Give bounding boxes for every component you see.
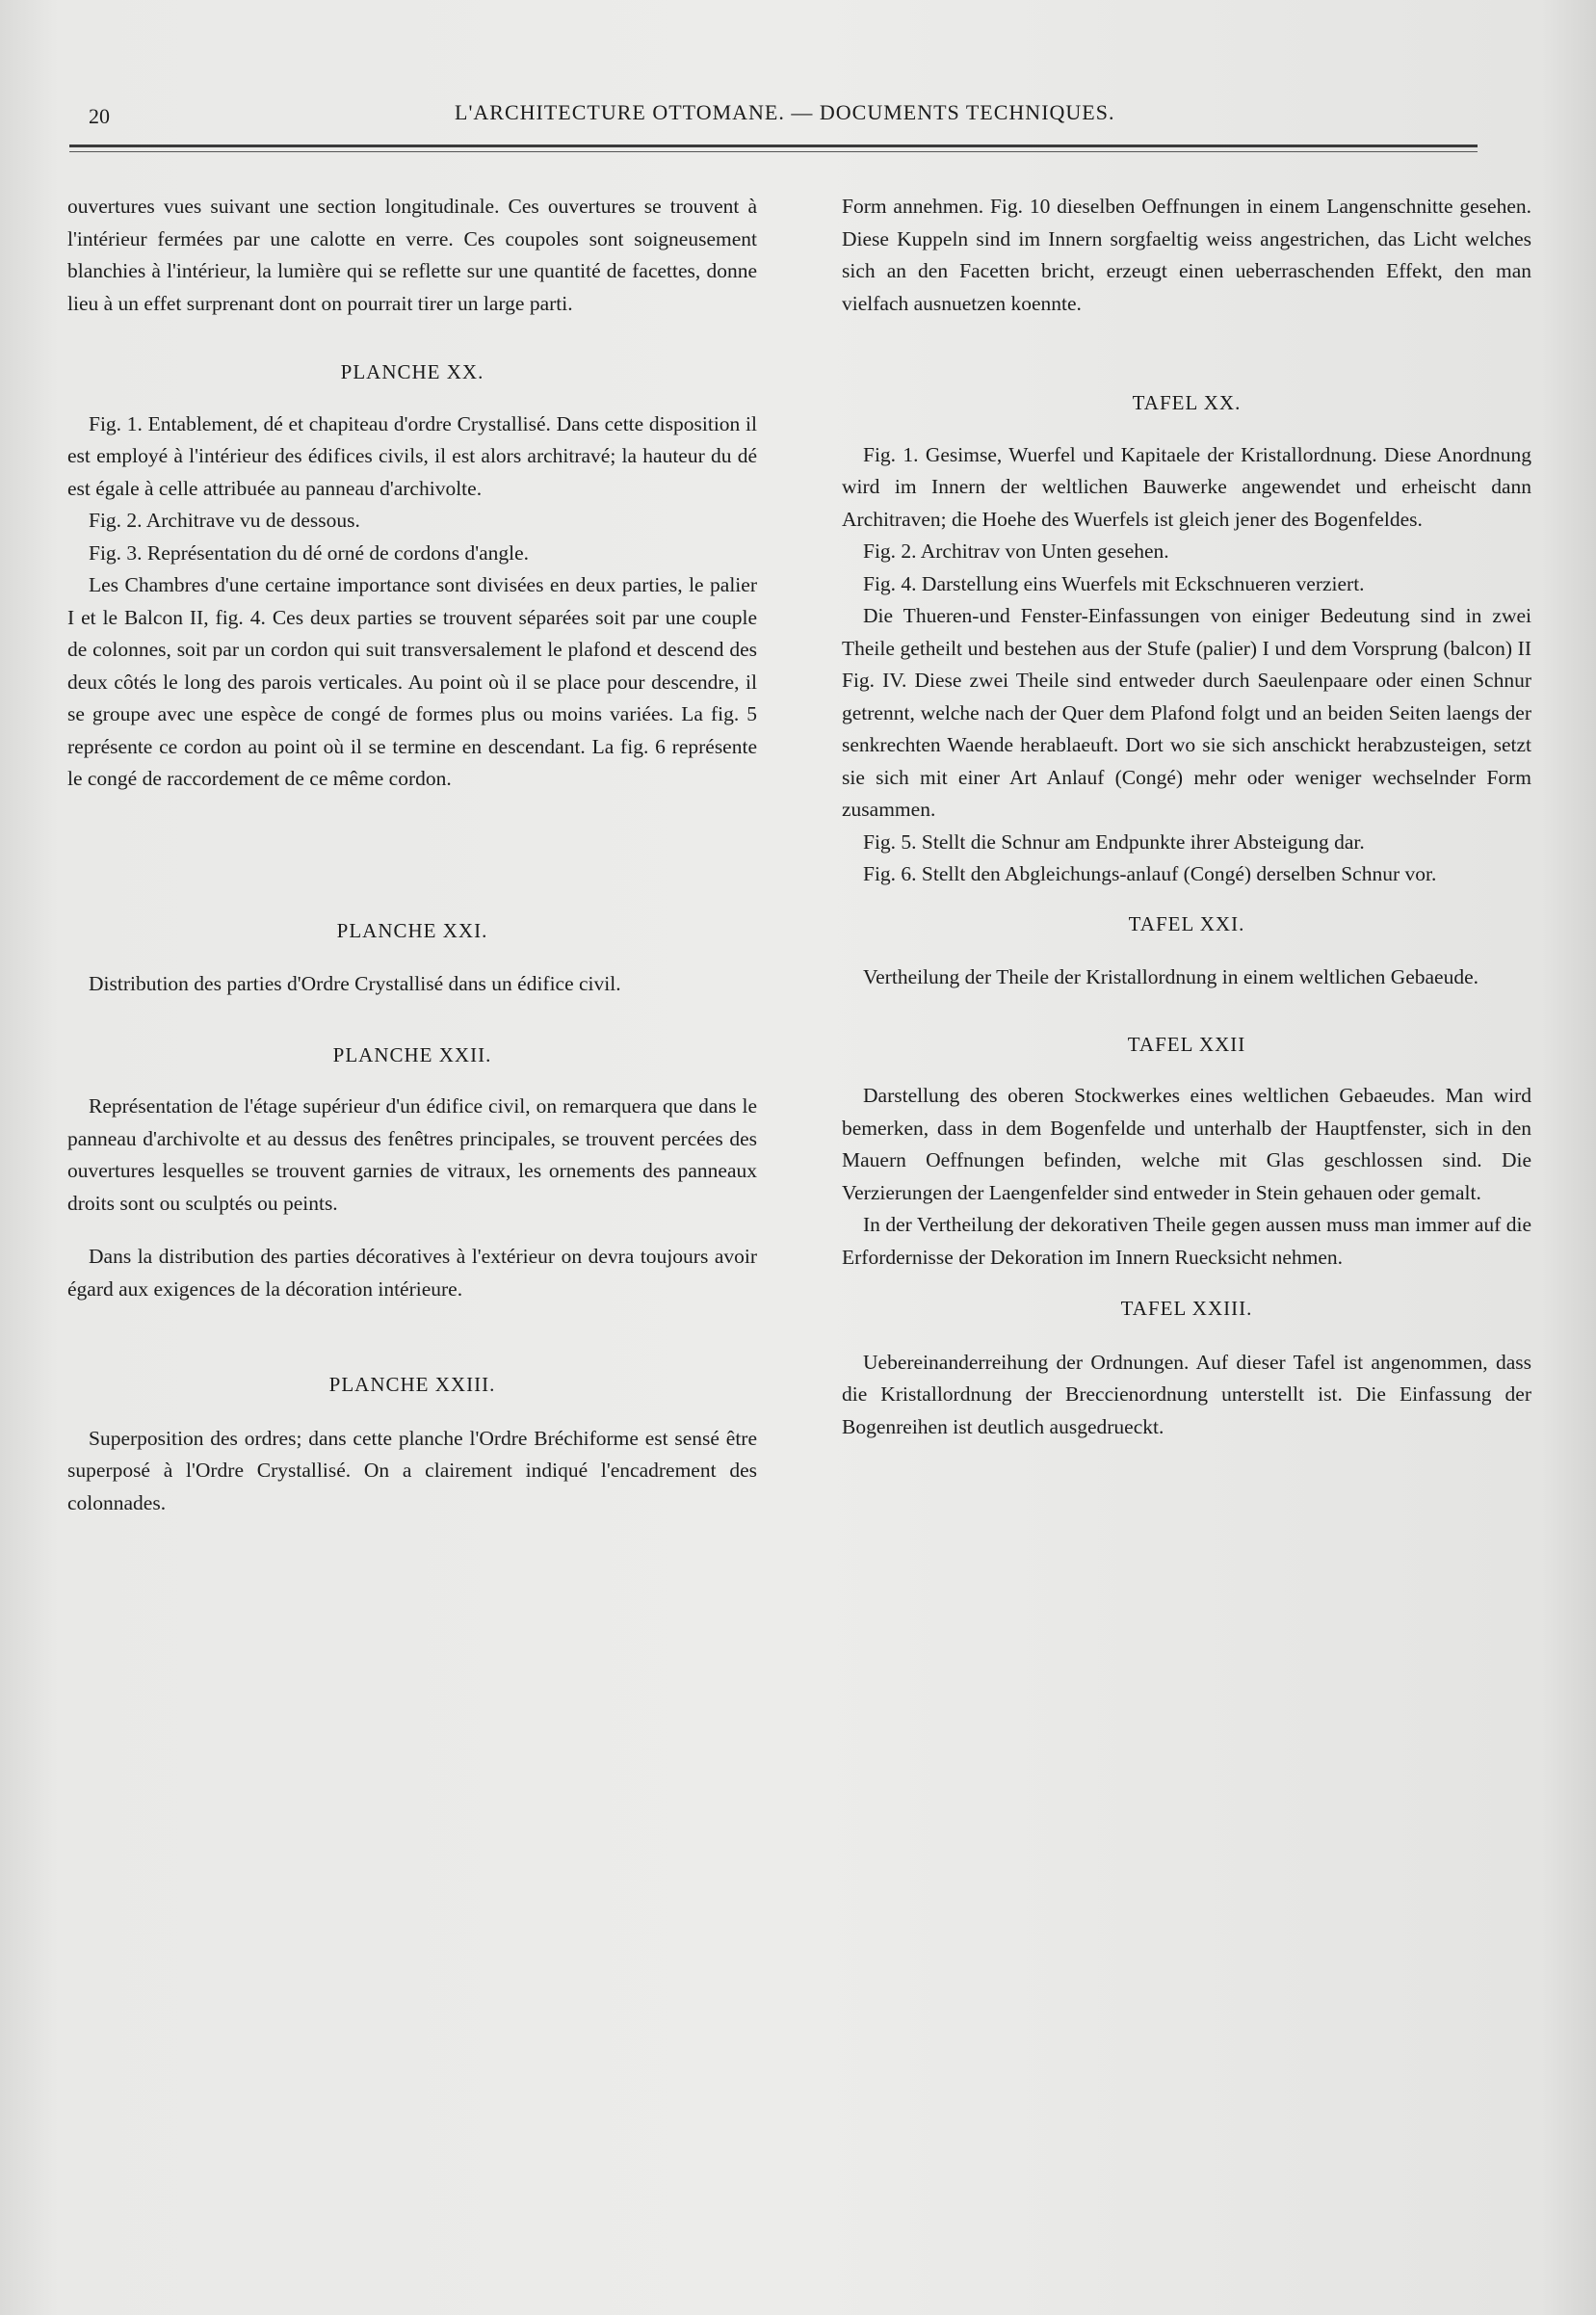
running-title: L'ARCHITECTURE OTTOMANE. — DOCUMENTS TECHNIQUES. xyxy=(455,100,1115,124)
planche-xxi-heading: PLANCHE XXI. xyxy=(336,918,488,942)
planche-xx-fig3: Fig. 3. Représentation du dé orné de cordons d'angle. xyxy=(89,540,530,565)
tafel-xxiii-body: Uebereinanderreihung der Ordnungen. Auf dieser Tafel ist angenommen, dass die Kristallordnung der Breccienordnung unterstellt ist. Die Einfassung der Bogenreihen ist deutlich ausgedrueckt. xyxy=(842,1350,1531,1438)
tafel-xx-body: Die Thueren-und Fenster-Einfassungen von einiger Bedeutung sind in zwei Theile getheilt und bestehen aus der Stufe (palier) I und dem Vorsprung (balcon) II Fig. IV. Diese zwei Theile sind entweder durch Saeulenpaare oder einen Schnur getrennt, welche nach der Quer dem Plafond folgt und an beiden Seiten laengs der senkrechten Waende herablaeuft. Dort wo sie sich anschickt herabzusteigen, setzt sie sich mit einer Art Anlauf (Congé) mehr oder weniger wechselnder Form zusammen. xyxy=(842,604,1531,821)
planche-xxi-body: Distribution des parties d'Ordre Crystallisé dans un édifice civil. xyxy=(89,972,621,995)
tafel-xx-heading: TAFEL XX. xyxy=(1132,391,1242,414)
planche-xx-fig1: Fig. 1. Entablement, dé et chapiteau d'ordre Crystallisé. Dans cette disposition il est employé à l'intérieur des édifices civils, il est alors architravé; la hauteur du dé est égale à celle attribuée au panneau d'archivolte. xyxy=(67,411,757,500)
tafel-xxii-body1: Darstellung des oberen Stockwerkes eines weltlichen Gebaeudes. Man wird bemerken, dass in dem Bogenfelde und unterhalb der Hauptfenster, sich in den Mauern Oeffnungen befinden, welche mit Glas geschlossen sind. Die Verzierungen der Laengenfelder sind entweder in Stein gehauen oder gemalt. xyxy=(842,1084,1531,1204)
tafel-xxiii-heading: TAFEL XXIII. xyxy=(1120,1297,1253,1320)
header-rule-thin xyxy=(69,151,1478,152)
tafel-xx-fig4: Fig. 4. Darstellung eins Wuerfels mit Eckschnueren verziert. xyxy=(863,571,1365,595)
tafel-xx-fig6: Fig. 6. Stellt den Abgleichungs-anlauf (Congé) derselben Schnur vor. xyxy=(863,862,1437,885)
tafel-xx-fig1: Fig. 1. Gesimse, Wuerfel und Kapitaele der Kristallordnung. Diese Anordnung wird im Innern der weltlichen Bauwerke angewendet und erheischt dann Architraven; die Hoehe des Wuerfels ist gleich jener des Bogenfeldes. xyxy=(842,442,1531,531)
left-column xyxy=(67,191,757,1519)
header-rule-thick xyxy=(69,145,1478,147)
planche-xx-heading: PLANCHE XX. xyxy=(340,360,484,383)
tafel-xxii-heading: TAFEL XXII xyxy=(1127,1032,1246,1056)
planche-xxiii-heading: PLANCHE XXIII. xyxy=(328,1373,496,1396)
page-header xyxy=(69,96,1514,135)
planche-xx-fig2: Fig. 2. Architrave vu de dessous. xyxy=(89,509,360,532)
tafel-xxi-body: Vertheilung der Theile der Kristallordnung in einem weltlichen Gebaeude. xyxy=(863,965,1479,988)
tafel-xxi-heading: TAFEL XXI. xyxy=(1128,911,1245,935)
planche-xxiii-body: Superposition des ordres; dans cette planche l'Ordre Bréchiforme est sensé être superposé à l'Ordre Crystallisé. On a clairement indiqué l'encadrement des colonnades. xyxy=(67,1426,757,1514)
planche-xxii-body2: Dans la distribution des parties décoratives à l'extérieur on devra toujours avoir égard aux exigences de la décoration intérieure. xyxy=(67,1245,757,1301)
page-number: 20 xyxy=(89,104,110,128)
left-intro-paragraph: ouvertures vues suivant une section longitudinale. Ces ouvertures se trouvent à l'intérieur fermées par une calotte en verre. Ces coupoles sont soigneusement blanchies à l'intérieur, la lumière qui se reflette sur une quantité de facettes, donne lieu à un effet surprenant dont on pourrait tirer un large parti. xyxy=(67,195,757,315)
tafel-xxii-body2: In der Vertheilung der dekorativen Theile gegen aussen muss man immer auf die Erfordernisse der Dekoration im Innern Ruecksicht nehmen. xyxy=(842,1213,1531,1269)
tafel-xx-fig2: Fig. 2. Architrav von Unten gesehen. xyxy=(863,539,1169,563)
planche-xx-body: Les Chambres d'une certaine importance sont divisées en deux parties, le palier I et le Balcon II, fig. 4. Ces deux parties se trouvent séparées soit par une couple de colonnes, soit par un cordon qui suit transversalement le plafond et descend des deux côtés le long des parois verticales. Au point où il se place pour descendre, il se groupe avec une espèce de congé de formes plus ou moins variées. La fig. 5 représente ce cordon au point où il se termine en descendant. La fig. 6 représente le congé de raccordement de ce même cordon. xyxy=(67,573,757,790)
planche-xxii-body1: Représentation de l'étage supérieur d'un édifice civil, on remarquera que dans le panneau d'archivolte et au dessus des fenêtres principales, se trouvent percées des ouvertures lesquelles se trouvent garnies de vitraux, les ornements des panneaux droits sont ou sculptés ou peints. xyxy=(67,1094,757,1215)
right-column xyxy=(842,191,1531,1443)
planche-xxii-heading: PLANCHE XXII. xyxy=(332,1042,492,1066)
tafel-xx-fig5: Fig. 5. Stellt die Schnur am Endpunkte ihrer Absteigung dar. xyxy=(863,829,1365,854)
right-intro-paragraph: Form annehmen. Fig. 10 dieselben Oeffnungen in einem Langenschnitte gesehen. Diese Kuppeln sind im Innern sorgfaeltig weiss angestrichen, das Licht welches sich an den Facetten bricht, erzeugt einen ueberraschenden Effekt, den man vielfach ausnuetzen koennte. xyxy=(842,195,1531,315)
